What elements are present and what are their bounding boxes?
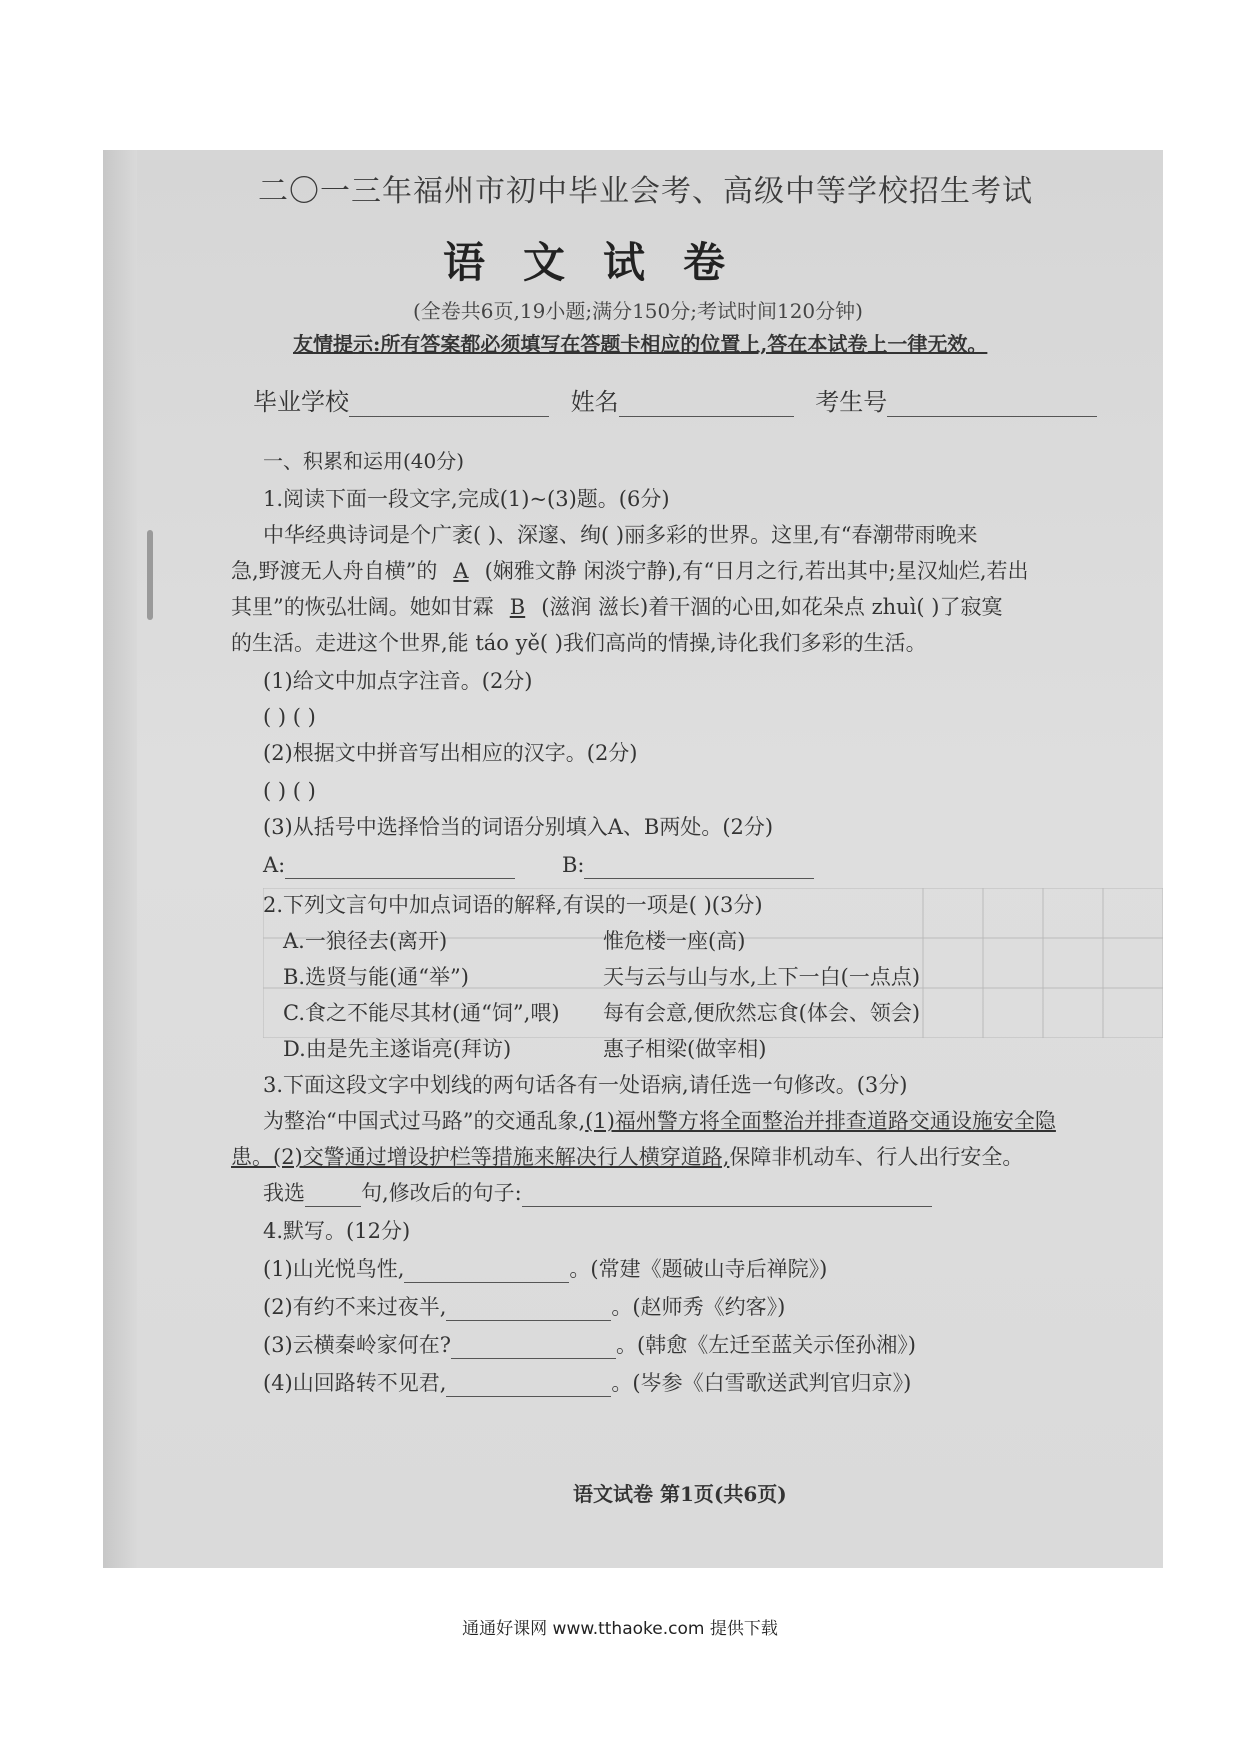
q3-stem: 3.下面这段文字中划线的两句话各有一处语病,请任选一句修改。(3分) — [263, 1073, 908, 1097]
q3-answer-row — [263, 1180, 932, 1207]
q1-paragraph-line2 — [231, 558, 1029, 585]
q2-option-b-left: B.选贤与能(通“举”) — [283, 965, 469, 989]
q1-sub1-answer: ( ) ( ) — [263, 705, 316, 729]
p2-text-b: (娴雅文静 闲淡宁静),有“日月之行,若出其中;星汉灿烂,若出 — [484, 559, 1029, 583]
q4-line1 — [263, 1256, 827, 1283]
q3-revised-sentence-field[interactable] — [522, 1186, 932, 1207]
q2-stem: 2.下列文言句中加点词语的解释,有误的一项是( )(3分) — [263, 893, 763, 917]
q3-choice-field[interactable] — [305, 1186, 361, 1207]
student-info-row — [253, 382, 1097, 417]
q1-paragraph-line4: 的生活。走进这个世界,能 táo yě( )我们高尚的情操,诗化我们多彩的生活。 — [231, 631, 927, 655]
school-label: 毕业学校 — [253, 388, 349, 416]
friendly-tip: 友情提示:所有答案都必须填写在答题卡相应的位置上,答在本试卷上一律无效。 — [293, 332, 988, 356]
q1-sub2: (2)根据文中拼音写出相应的汉字。(2分) — [263, 741, 638, 765]
student-id-field[interactable] — [887, 394, 1097, 417]
q4-l1-source: 。(常建《题破山寺后禅院》) — [569, 1257, 828, 1281]
exam-title-line: 二〇一三年福州市初中毕业会考、高级中等学校招生考试 — [258, 174, 1033, 209]
q3-sentence1: (1)福州警方将全面整治并排查道路交通设施安全隐 — [585, 1109, 1056, 1133]
q4-l2-prompt: (2)有约不来过夜半, — [263, 1295, 447, 1319]
q4-l4-prompt: (4)山回路转不见君, — [263, 1371, 447, 1395]
a-label: A: — [263, 853, 286, 877]
school-field[interactable] — [349, 394, 549, 417]
q1-stem: 1.阅读下面一段文字,完成(1)~(3)题。(6分) — [263, 487, 670, 511]
q4-stem: 4.默写。(12分) — [263, 1219, 411, 1243]
q2-option-c-right: 每有会意,便欣然忘食(体会、领会) — [603, 1001, 921, 1025]
b-label: B: — [561, 853, 585, 877]
q2-option-a-left: A.一狼径去(离开) — [283, 929, 448, 953]
q4-l1-prompt: (1)山光悦鸟性, — [263, 1257, 405, 1281]
q1-sub3: (3)从括号中选择恰当的词语分别填入A、B两处。(2分) — [263, 815, 774, 839]
paper-title: 语文试卷 — [443, 238, 764, 287]
q4-line4 — [263, 1370, 911, 1397]
blank-b: B — [509, 595, 526, 619]
page-number-footer: 语文试卷 第1页(共6页) — [573, 1482, 787, 1506]
q3-text-2c: 保障非机动车、行人出行安全。 — [729, 1145, 1024, 1169]
id-label: 考生号 — [815, 388, 888, 416]
q4-l4-field[interactable] — [446, 1376, 611, 1397]
a-answer-field[interactable] — [285, 858, 515, 879]
q3-text-2a: 患。 — [231, 1145, 273, 1169]
q4-l2-source: 。(赵师秀《约客》) — [611, 1295, 786, 1319]
q4-l3-source: 。(韩愈《左迁至蓝关示侄孙湘》) — [616, 1333, 916, 1357]
download-source-footer: 通通好课网 www.tthaoke.com 提供下载 — [462, 1619, 778, 1639]
exam-sheet — [143, 150, 1163, 1568]
p2-text-a: 急,野渡无人舟自横”的 — [231, 559, 438, 583]
p3-text-b: (滋润 滋长)着干涸的心田,如花朵点 zhuì( )了寂寞 — [541, 595, 1003, 619]
q3-text-1a: 为整治“中国式过马路”的交通乱象, — [263, 1109, 586, 1133]
section1-heading: 一、积累和运用(40分) — [263, 449, 465, 473]
name-field[interactable] — [619, 394, 794, 417]
name-label: 姓名 — [570, 388, 619, 416]
q3-text-line2 — [231, 1144, 1023, 1171]
q2-option-d-right: 惠子相梁(做宰相) — [603, 1037, 767, 1061]
q3-choose-label: 我选 — [263, 1181, 305, 1205]
q2-option-b-right: 天与云与山与水,上下一白(一点点) — [603, 965, 921, 989]
page-edge-shadow — [103, 150, 137, 1568]
q2-option-d-left: D.由是先主遂诣亮(拜访) — [283, 1037, 512, 1061]
blank-a: A — [453, 559, 469, 583]
b-answer-field[interactable] — [584, 858, 814, 879]
q4-l1-field[interactable] — [404, 1262, 569, 1283]
q1-paragraph-line1: 中华经典诗词是个广袤( )、深邃、绚( )丽多彩的世界。这里,有“春潮带雨晚来 — [263, 523, 978, 547]
q1-sub2-answer: ( ) ( ) — [263, 779, 316, 803]
q4-l3-prompt: (3)云横秦岭家何在? — [263, 1333, 452, 1357]
q4-l3-field[interactable] — [451, 1338, 616, 1359]
q3-revise-label: 句,修改后的句子: — [361, 1181, 522, 1205]
q3-sentence2: (2)交警通过增设护栏等措施来解决行人横穿道路, — [273, 1145, 730, 1169]
q2-option-c-left: C.食之不能尽其材(通“饲”,喂) — [283, 1001, 560, 1025]
q3-text-line1 — [263, 1108, 1056, 1135]
q1-sub1: (1)给文中加点字注音。(2分) — [263, 669, 533, 693]
q4-line2 — [263, 1294, 785, 1321]
q2-option-a-right: 惟危楼一座(高) — [603, 929, 746, 953]
q4-line3 — [263, 1332, 916, 1359]
q4-l2-field[interactable] — [446, 1300, 611, 1321]
q4-l4-source: 。(岑参《白雪歌送武判官归京》) — [611, 1371, 912, 1395]
scanned-page-photo — [103, 150, 1163, 1568]
paper-note: (全卷共6页,19小题;满分150分;考试时间120分钟) — [413, 299, 863, 323]
q1-sub3-answer — [263, 852, 814, 879]
q1-paragraph-line3 — [231, 594, 1003, 621]
p3-text-a: 其里”的恢弘壮阔。她如甘霖 — [231, 595, 494, 619]
